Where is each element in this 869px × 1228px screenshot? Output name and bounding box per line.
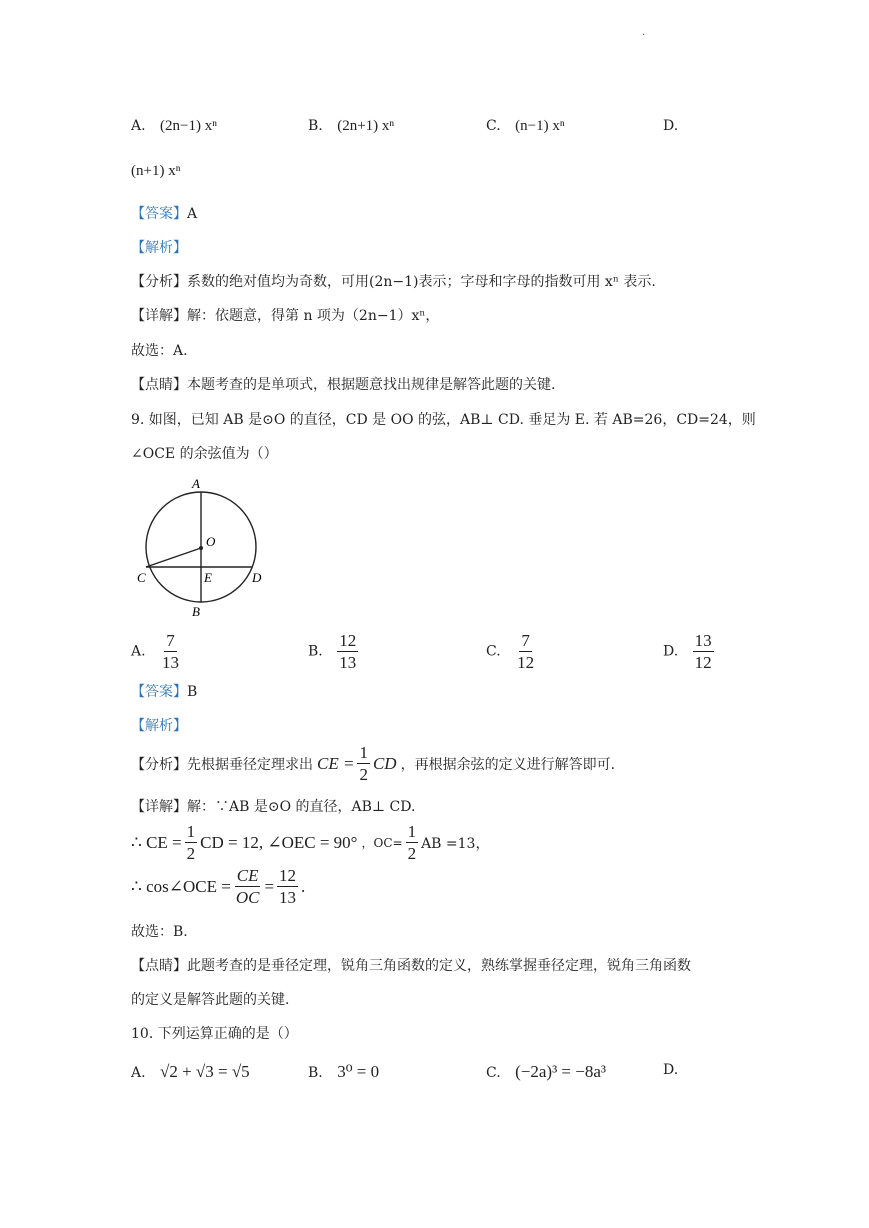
denominator: 12 (517, 653, 535, 672)
dianjing-tag: 【点睛】 (131, 377, 187, 393)
numerator: 13 (694, 631, 712, 650)
q10-option-b-value: 3⁰ = 0 (337, 1062, 380, 1081)
q10-option-c-label: C. (486, 1065, 501, 1081)
numerator: 1 (359, 743, 368, 762)
denominator: OC (235, 888, 260, 907)
q8-jiexi-tag: 【解析】 (131, 240, 187, 256)
denominator: 13 (339, 653, 357, 672)
step2-pre: ∴ cos∠OCE = (131, 876, 231, 896)
answer-tag: 【答案】 (131, 684, 187, 700)
q9-stem-line2: ∠OCE 的余弦值为（） (131, 446, 278, 462)
q8-option-b-label: B. (308, 118, 323, 134)
denominator: 12 (694, 653, 712, 672)
q9-option-b (308, 632, 361, 671)
q9-option-c (486, 632, 539, 671)
fenxi-pre: 先根据垂径定理求出 (187, 756, 313, 773)
q10-stem: 10. 下列运算正确的是（） (131, 1026, 298, 1042)
q8-option-c-label: C. (486, 118, 501, 134)
q9-option-d-label: D. (663, 643, 679, 660)
label-d: D (252, 570, 262, 585)
fenxi-post: ，再根据余弦的定义进行解答即可. (400, 756, 616, 773)
fenxi-tag: 【分析】 (131, 274, 187, 290)
step2-frac1 (234, 867, 262, 906)
q10-option-c (486, 1062, 606, 1082)
label-o: O (206, 534, 216, 549)
numerator: 12 (339, 631, 357, 650)
denominator: 2 (186, 844, 196, 863)
q9-step2 (131, 867, 305, 906)
q9-option-c-fraction (515, 632, 536, 671)
label-b: B (192, 604, 200, 619)
q10-option-d-label: D. (663, 1062, 679, 1078)
answer-tag: 【答案】 (131, 206, 187, 222)
step2-eq: = (264, 876, 275, 896)
dianjing-text: 本题考查的是单项式，根据题意找出规律是解答此题的关键. (187, 377, 556, 393)
q8-option-d-label: D. (663, 118, 679, 134)
label-a: A (192, 476, 200, 491)
q9-jiexi-tag: 【解析】 (131, 718, 187, 734)
q10-option-a-value: √2 + √3 = √5 (160, 1062, 250, 1081)
xiangjie-text: 解：依题意，得第 n 项为（2n−1）xⁿ， (187, 308, 440, 324)
q9-option-a-fraction (160, 632, 181, 671)
q8-fenxi (131, 271, 656, 291)
center-point (199, 546, 203, 550)
q8-option-c (486, 118, 565, 135)
answer-value: A (187, 206, 198, 222)
denominator: 2 (407, 844, 417, 863)
fenxi-text: 系数的绝对值均为奇数，可用(2n−1)表示；字母和字母的指数可用 xⁿ 表示. (187, 274, 656, 290)
step1-oc-post: AB =13， (421, 835, 490, 852)
label-e: E (204, 570, 212, 585)
q8-option-a-value: (2n−1) xⁿ (160, 118, 217, 134)
q8-guxuan: 故选：A. (131, 343, 188, 359)
q9-dianjing-line2: 的定义是解答此题的关键. (131, 992, 290, 1008)
xiangjie-text: 解：∵AB 是⊙O 的直径，AB⊥ CD. (187, 799, 416, 815)
numerator: 12 (279, 866, 297, 885)
q9-stem-line1: 9. 如图，已知 AB 是⊙O 的直径，CD 是 OO 的弦，AB⊥ CD. 垂足为 E. 若 AB=26，CD=24，则 (131, 412, 756, 428)
q8-dianjing (131, 374, 555, 394)
q9-option-a-label: A. (131, 643, 146, 660)
fenxi-tag: 【分析】 (131, 756, 187, 773)
xiangjie-tag: 【详解】 (131, 799, 187, 815)
header-mark: · (642, 30, 646, 41)
q9-answer (131, 681, 197, 701)
q9-fenxi (131, 744, 615, 783)
step1-pre: ∴ CE = (131, 832, 182, 852)
q10-option-a (131, 1062, 250, 1082)
q8-option-b (308, 118, 394, 135)
circle-diagram (128, 470, 278, 622)
q8-option-c-value: (n−1) xⁿ (515, 118, 565, 134)
fenxi-cd: CD (372, 753, 397, 773)
step1-post: CD = 12, ∠OEC = 90° (200, 832, 358, 852)
xiangjie-tag: 【详解】 (131, 308, 187, 324)
q8-option-a-label: A. (131, 118, 146, 134)
q9-option-b-label: B. (308, 643, 323, 660)
step2-end: . (301, 876, 306, 896)
step1-half (185, 823, 198, 862)
q10-option-c-value: (−2a)³ = −8a³ (515, 1062, 606, 1081)
q8-xiangjie (131, 305, 439, 325)
q9-option-d-fraction (693, 632, 714, 671)
q8-option-b-value: (2n+1) xⁿ (337, 118, 395, 134)
label-c: C (137, 570, 146, 585)
q8-option-a (131, 118, 217, 135)
answer-value: B (187, 684, 198, 700)
numerator: 1 (407, 822, 417, 841)
q10-option-b-label: B. (308, 1065, 323, 1081)
q9-dianjing-line1 (131, 955, 691, 975)
dianjing-text: 此题考查的是垂径定理，锐角三角函数的定义，熟练掌握垂径定理，锐角三角函数 (187, 958, 691, 974)
denominator: 2 (359, 765, 368, 784)
q9-guxuan: 故选：B. (131, 924, 188, 940)
numerator: 7 (521, 631, 530, 650)
fenxi-ce: CE = (317, 753, 355, 773)
q8-answer (131, 203, 197, 223)
dianjing-tag: 【点睛】 (131, 958, 187, 974)
q10-option-d (663, 1062, 678, 1078)
q10-option-b (308, 1062, 379, 1082)
denominator: 13 (279, 888, 297, 907)
q9-option-c-label: C. (486, 643, 501, 660)
radius-oc (146, 548, 201, 567)
step1-oc-half (406, 823, 419, 862)
q10-option-a-label: A. (131, 1065, 146, 1081)
denominator: 13 (162, 653, 180, 672)
step1-oc-pre: ，OC= (361, 836, 403, 850)
q9-option-d (663, 632, 717, 671)
numerator: 7 (166, 631, 175, 650)
fenxi-half (357, 744, 370, 783)
numerator: 1 (186, 822, 196, 841)
q9-xiangjie (131, 796, 415, 816)
q9-option-b-fraction (337, 632, 358, 671)
step2-frac2 (277, 867, 298, 906)
numerator: CE (236, 866, 259, 885)
q9-option-a (131, 632, 184, 671)
q8-option-d-value: (n+1) xⁿ (131, 163, 181, 179)
q9-step1 (131, 823, 489, 862)
